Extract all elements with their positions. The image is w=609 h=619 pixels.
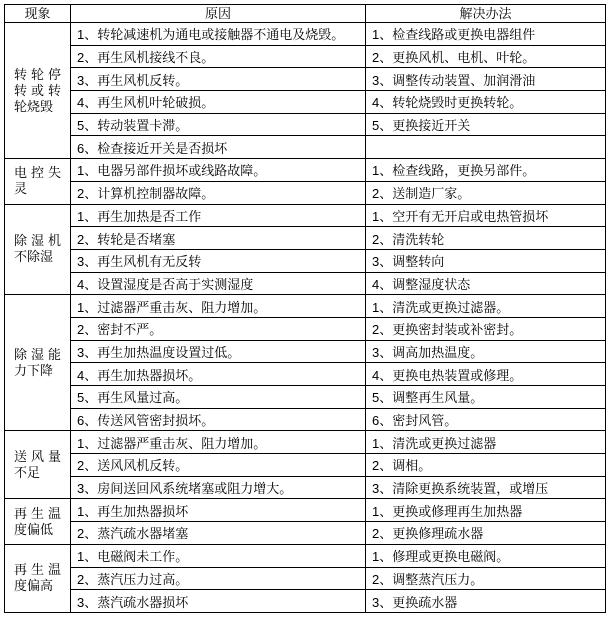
- cause-cell: 4、设置湿度是否高于实测湿度: [71, 272, 366, 295]
- cause-cell: 2、蒸汽压力过高。: [71, 567, 366, 590]
- table-row: [5, 522, 606, 545]
- cause-cell: 1、转轮减速机为通电或接触器不通电及烧毁。: [71, 23, 366, 46]
- cause-cell: 1、电磁阀未工作。: [71, 544, 366, 567]
- cause-cell: 5、转动装置卡滞。: [71, 113, 366, 136]
- solution-cell: 4、更换电热装置或修理。: [366, 363, 606, 386]
- cause-cell: 3、再生风机有无反转: [71, 249, 366, 272]
- table-row: [5, 45, 606, 68]
- solution-cell: 5、调整再生风量。: [366, 386, 606, 409]
- table-row: [5, 204, 606, 227]
- cause-cell: 2、送风风机反转。: [71, 454, 366, 477]
- troubleshooting-table: [4, 4, 606, 613]
- cause-cell: 3、再生风机反转。: [71, 68, 366, 91]
- solution-cell: 1、空开有无开启或电热管损坏: [366, 204, 606, 227]
- phenomenon-cell: 电控失灵: [5, 159, 71, 204]
- cause-cell: 2、再生风机接线不良。: [71, 45, 366, 68]
- table-row: [5, 159, 606, 182]
- table-row: [5, 363, 606, 386]
- cause-cell: 2、转轮是否堵塞: [71, 227, 366, 250]
- cause-cell: 1、再生加热器损坏: [71, 499, 366, 522]
- table-row: [5, 68, 606, 91]
- solution-cell: 4、转轮烧毁时更换转轮。: [366, 91, 606, 114]
- solution-cell: 2、送制造厂家。: [366, 181, 606, 204]
- solution-cell: 2、调相。: [366, 454, 606, 477]
- solution-cell: 2、调整蒸汽压力。: [366, 567, 606, 590]
- cause-cell: 1、过滤器严重击灰、阻力增加。: [71, 431, 366, 454]
- cause-cell: 6、传送风管密封损坏。: [71, 408, 366, 431]
- solution-cell: 3、清除更换系统装置，或增压: [366, 476, 606, 499]
- solution-cell: 1、清洗或更换过滤器: [366, 431, 606, 454]
- phenomenon-cell: 除湿机不除湿: [5, 204, 71, 295]
- solution-cell: 3、调整转向: [366, 249, 606, 272]
- table-row: [5, 113, 606, 136]
- solution-cell: 6、密封风管。: [366, 408, 606, 431]
- table-row: [5, 23, 606, 46]
- solution-cell: 2、更换修理疏水器: [366, 522, 606, 545]
- table-row: [5, 544, 606, 567]
- column-header-cause: 原因: [71, 5, 366, 23]
- solution-cell: [366, 136, 606, 159]
- table-row: [5, 91, 606, 114]
- table-header-row: [5, 5, 606, 23]
- solution-cell: 1、更换或修理再生加热器: [366, 499, 606, 522]
- table-row: [5, 454, 606, 477]
- solution-cell: 2、更换风机、电机、叶轮。: [366, 45, 606, 68]
- cause-cell: 4、再生加热器损坏。: [71, 363, 366, 386]
- cause-cell: 5、再生风量过高。: [71, 386, 366, 409]
- solution-cell: 3、调高加热温度。: [366, 340, 606, 363]
- cause-cell: 3、再生加热温度设置过低。: [71, 340, 366, 363]
- column-header-phenomenon: 现象: [5, 5, 71, 23]
- table-row: [5, 272, 606, 295]
- cause-cell: 3、蒸汽疏水器损坏: [71, 590, 366, 613]
- solution-cell: 1、检查线路，更换另部件。: [366, 159, 606, 182]
- table-row: [5, 181, 606, 204]
- table-row: [5, 476, 606, 499]
- phenomenon-cell: 除湿能力下降: [5, 295, 71, 431]
- solution-cell: 2、清洗转轮: [366, 227, 606, 250]
- table-row: [5, 340, 606, 363]
- cause-cell: 2、计算机控制器故障。: [71, 181, 366, 204]
- cause-cell: 1、过滤器严重击灰、阻力增加。: [71, 295, 366, 318]
- solution-cell: 4、调整湿度状态: [366, 272, 606, 295]
- cause-cell: 6、检查接近开关是否损坏: [71, 136, 366, 159]
- column-header-solution: 解决办法: [366, 5, 606, 23]
- table-body: [5, 23, 606, 613]
- phenomenon-cell: 转轮停转或转轮烧毁: [5, 23, 71, 159]
- table-row: [5, 317, 606, 340]
- cause-cell: 3、房间送回风系统堵塞或阻力增大。: [71, 476, 366, 499]
- phenomenon-cell: 送风量不足: [5, 431, 71, 499]
- cause-cell: 2、密封不严。: [71, 317, 366, 340]
- solution-cell: 1、清洗或更换过滤器。: [366, 295, 606, 318]
- table-row: [5, 431, 606, 454]
- phenomenon-cell: 再生温度偏高: [5, 544, 71, 612]
- cause-cell: 1、再生加热是否工作: [71, 204, 366, 227]
- solution-cell: 3、调整传动装置、加润滑油: [366, 68, 606, 91]
- solution-cell: 3、更换疏水器: [366, 590, 606, 613]
- solution-cell: 1、修理或更换电磁阀。: [366, 544, 606, 567]
- solution-cell: 2、更换密封装或补密封。: [366, 317, 606, 340]
- table-row: [5, 136, 606, 159]
- table-row: [5, 499, 606, 522]
- table-row: [5, 295, 606, 318]
- solution-cell: 1、检查线路或更换电器组件: [366, 23, 606, 46]
- cause-cell: 4、再生风机叶轮破损。: [71, 91, 366, 114]
- table-row: [5, 386, 606, 409]
- solution-cell: 5、更换接近开关: [366, 113, 606, 136]
- table-row: [5, 408, 606, 431]
- phenomenon-cell: 再生温度偏低: [5, 499, 71, 544]
- cause-cell: 1、电器另部件损坏或线路故障。: [71, 159, 366, 182]
- table-row: [5, 227, 606, 250]
- table-row: [5, 567, 606, 590]
- table-row: [5, 249, 606, 272]
- cause-cell: 2、蒸汽疏水器堵塞: [71, 522, 366, 545]
- table-row: [5, 590, 606, 613]
